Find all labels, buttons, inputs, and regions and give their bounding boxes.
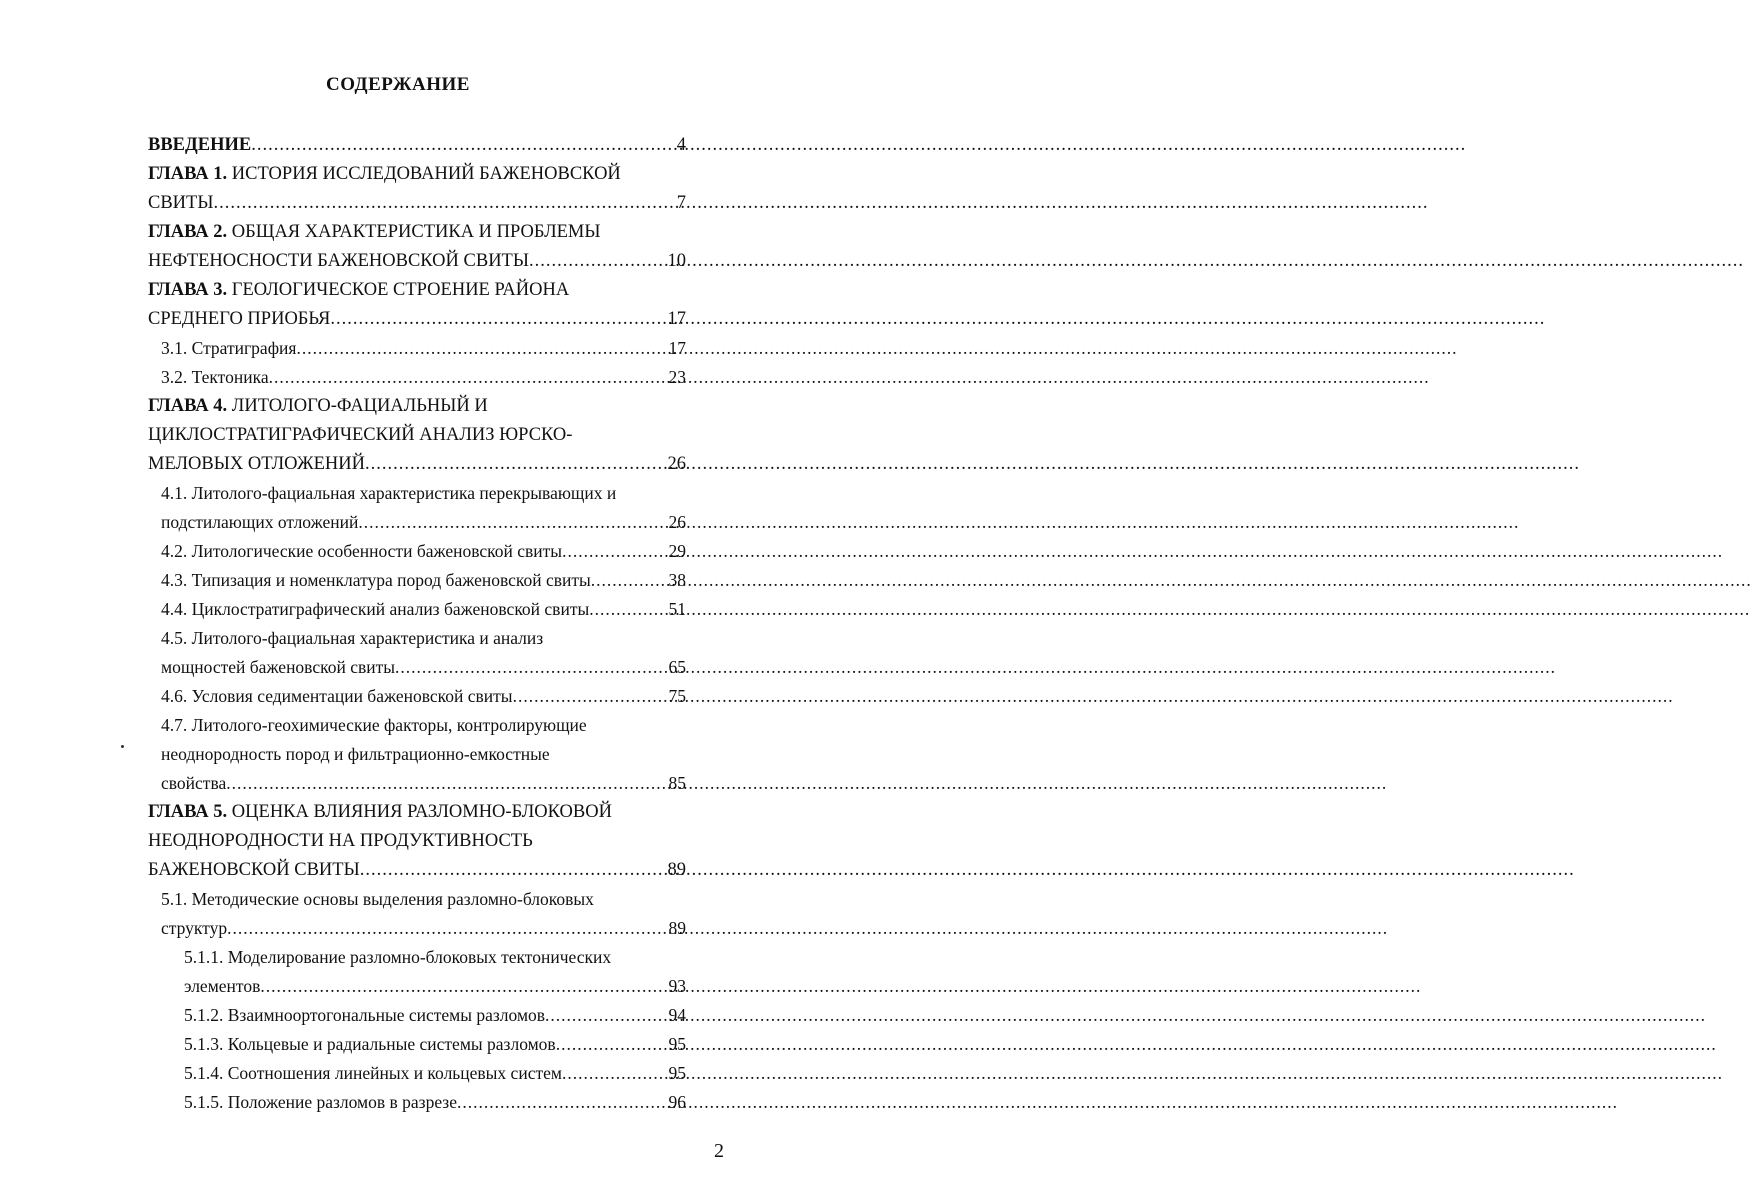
entry-last-line: [148, 653, 395, 682]
leader-dots: [513, 682, 642, 711]
entry-last-line: [148, 1001, 545, 1030]
entry-last-line: [148, 305, 330, 334]
toc-entry: [148, 1030, 708, 1059]
page-number: 2: [714, 1140, 724, 1162]
entry-last-line: [148, 914, 227, 943]
toc-entry: [148, 334, 708, 363]
page-ref: 75: [668, 686, 686, 706]
toc-entry: [148, 624, 708, 682]
entry-text: 5.1.2. Взаимноортогональные системы разломов: [184, 1005, 546, 1025]
entry-text: МЕЛОВЫХ ОТЛОЖЕНИЙ: [148, 454, 366, 474]
toc-entry-line: [148, 798, 708, 827]
toc-entry-line: [148, 885, 708, 914]
chapter-label: ГЛАВА 4.: [148, 396, 228, 416]
leader-dots: [545, 1001, 642, 1030]
entry-text: НЕФТЕНОСНОСТИ БАЖЕНОВСКОЙ СВИТЫ: [148, 251, 529, 271]
entry-text: структур: [161, 918, 228, 938]
toc-entry-line: [148, 276, 708, 305]
scan-speck: [121, 745, 124, 748]
entry-text: 5.1.4. Соотношения линейных и кольцевых систем: [184, 1063, 562, 1083]
page-ref: 29: [668, 541, 686, 561]
toc-entry: [148, 1001, 708, 1030]
toc-entry: [148, 798, 708, 885]
page-ref: 96: [668, 1092, 686, 1112]
entry-last-line: [148, 363, 269, 392]
entry-text: СРЕДНЕГО ПРИОБЬЯ: [148, 309, 331, 329]
toc-entry-line: [148, 827, 708, 856]
table-of-contents: [148, 131, 708, 1117]
entry-text: 4.1. Литолого-фациальная характеристика перекрывающих и: [161, 483, 617, 503]
leader-dots: [358, 508, 642, 537]
entry-text: 4.2. Литологические особенности баженовской свиты: [161, 541, 563, 561]
toc-entry: [148, 537, 708, 566]
entry-text: НЕОДНОРОДНОСТИ НА ПРОДУКТИВНОСТЬ: [148, 831, 533, 851]
entry-last-line: [148, 566, 591, 595]
page-ref: 93: [668, 976, 686, 996]
entry-last-line: [148, 334, 296, 363]
leader-dots: [529, 247, 642, 276]
entry-text: подстилающих отложений: [161, 512, 359, 532]
entry-last-line: [148, 189, 213, 218]
leader-dots: [260, 972, 642, 1001]
entry-text: ЛИТОЛОГО-ФАЦИАЛЬНЫЙ И: [231, 396, 488, 416]
entry-last-line: [148, 1059, 562, 1088]
toc-entry: [148, 943, 708, 1001]
page-ref: 89: [668, 918, 686, 938]
entry-last-line: [148, 450, 365, 479]
leader-dots: [330, 305, 642, 334]
chapter-label: ГЛАВА 5.: [148, 802, 228, 822]
leader-dots: [296, 334, 642, 363]
entry-text: 5.1.5. Положение разломов в разрезе: [184, 1092, 457, 1112]
entry-text: ЦИКЛОСТРАТИГРАФИЧЕСКИЙ АНАЛИЗ ЮРСКО-: [148, 425, 573, 445]
chapter-label: ГЛАВА 1.: [148, 164, 228, 184]
page-ref: 26: [667, 454, 686, 474]
entry-text: элементов: [184, 976, 261, 996]
entry-text: мощностей баженовской свиты: [161, 657, 396, 677]
entry-text: БАЖЕНОВСКОЙ СВИТЫ: [148, 860, 360, 880]
leader-dots: [556, 1030, 642, 1059]
entry-text: 4.6. Условия седиментации баженовской свиты: [161, 686, 513, 706]
leader-dots: [591, 566, 642, 595]
leader-dots: [562, 1059, 642, 1088]
toc-entry: [148, 479, 708, 537]
page-ref: 38: [668, 570, 686, 590]
entry-text: ОЦЕНКА ВЛИЯНИЯ РАЗЛОМНО-БЛОКОВОЙ: [231, 802, 612, 822]
page-ref: 89: [667, 860, 686, 880]
toc-entry: [148, 276, 708, 334]
entry-last-line: [148, 595, 589, 624]
page-ref: 65: [668, 657, 686, 677]
leader-dots: [457, 1088, 642, 1117]
toc-entry-line: [148, 392, 708, 421]
entry-last-line: [148, 247, 529, 276]
page-ref: 4: [676, 135, 686, 155]
entry-last-line: [148, 769, 226, 798]
entry-last-line: [148, 972, 260, 1001]
entry-text: свойства: [161, 773, 227, 793]
toc-entry: [148, 1059, 708, 1088]
leader-dots: [251, 131, 642, 160]
toc-entry-line: [148, 711, 708, 740]
entry-text: 4.5. Литолого-фациальная характеристика и анализ: [161, 628, 544, 648]
entry-text: неоднородность пород и фильтрационно-емкостные: [161, 744, 550, 764]
entry-last-line: [148, 682, 513, 711]
entry-text: 4.7. Литолого-геохимические факторы, контролирующие: [161, 715, 587, 735]
toc-entry-line: [148, 624, 708, 653]
leader-dots: [562, 537, 642, 566]
toc-entry-line: [148, 160, 708, 189]
chapter-label: ГЛАВА 2.: [148, 222, 228, 242]
entry-text: ГЕОЛОГИЧЕСКОЕ СТРОЕНИЕ РАЙОНА: [231, 280, 570, 300]
page-ref: 95: [668, 1063, 686, 1083]
toc-entry-line: [148, 479, 708, 508]
toc-entry-line: [148, 943, 708, 972]
entry-last-line: [148, 537, 562, 566]
toc-entry: [148, 682, 708, 711]
entry-last-line: [148, 1030, 556, 1059]
chapter-label: ГЛАВА 3.: [148, 280, 228, 300]
leader-dots: [226, 769, 642, 798]
toc-entry: [148, 363, 708, 392]
entry-last-line: [148, 1088, 457, 1117]
page-ref: 94: [668, 1005, 686, 1025]
entry-text: 4.4. Циклостратиграфический анализ баженовской свиты: [161, 599, 590, 619]
toc-entry: [148, 160, 708, 218]
page-ref: 51: [668, 599, 686, 619]
toc-entry: [148, 885, 708, 943]
page-title: СОДЕРЖАНИЕ: [326, 74, 470, 95]
toc-entry: [148, 392, 708, 479]
toc-entry: [148, 1088, 708, 1117]
leader-dots: [360, 856, 642, 885]
page-ref: 95: [668, 1034, 686, 1054]
entry-text: 4.3. Типизация и номенклатура пород баженовской свиты: [161, 570, 591, 590]
toc-entry-line: [148, 421, 708, 450]
toc-entry-line: [148, 218, 708, 247]
entry-text: 3.2. Тектоника: [161, 367, 269, 387]
page-ref: 17: [667, 309, 686, 329]
entry-text: 3.1. Стратиграфия: [161, 338, 297, 358]
toc-entry: [148, 711, 708, 798]
toc-entry-line: [148, 740, 708, 769]
leader-dots: [365, 450, 642, 479]
toc-entry: [148, 566, 708, 595]
page-ref: 17: [668, 338, 686, 358]
leader-dots: [227, 914, 642, 943]
toc-entry: [148, 218, 708, 276]
entry-text: ОБЩАЯ ХАРАКТЕРИСТИКА И ПРОБЛЕМЫ: [231, 222, 601, 242]
leader-dots: [213, 189, 642, 218]
leader-dots: [589, 595, 642, 624]
entry-text: ИСТОРИЯ ИССЛЕДОВАНИЙ БАЖЕНОВСКОЙ: [231, 164, 621, 184]
page-ref: 7: [676, 193, 686, 213]
chapter-label: ВВЕДЕНИЕ: [148, 135, 252, 155]
entry-last-line: [148, 856, 360, 885]
entry-text: 5.1.1. Моделирование разломно-блоковых тектонических: [184, 947, 612, 967]
entry-text: 5.1.3. Кольцевые и радиальные системы разломов: [184, 1034, 556, 1054]
toc-entry: [148, 595, 708, 624]
page-ref: 85: [668, 773, 686, 793]
entry-last-line: [148, 131, 251, 160]
entry-text: 5.1. Методические основы выделения разломно-блоковых: [161, 889, 594, 909]
entry-last-line: [148, 508, 358, 537]
page-ref: 23: [668, 367, 686, 387]
leader-dots: [395, 653, 642, 682]
toc-entry: [148, 131, 708, 160]
entry-text: СВИТЫ: [148, 193, 214, 213]
leader-dots: [269, 363, 642, 392]
page-ref: 10: [667, 251, 686, 271]
page-ref: 26: [668, 512, 686, 532]
